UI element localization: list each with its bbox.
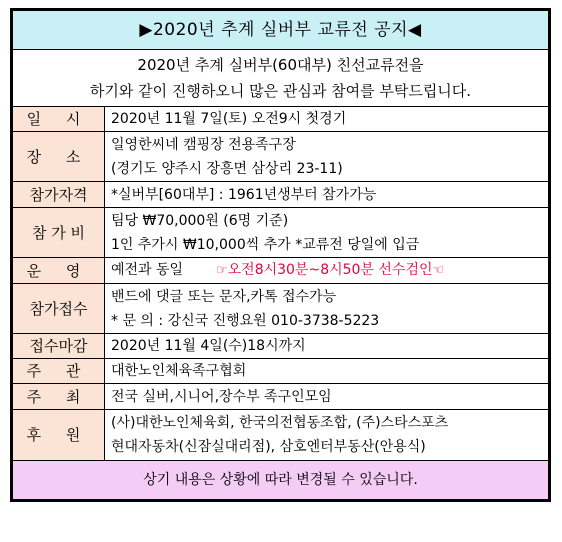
label-deadline: 접수마감 [13, 334, 105, 359]
notice-box [10, 8, 551, 502]
pointing-left-hand-icon: ☜ [432, 263, 445, 278]
row-sponsor [13, 410, 549, 461]
value-host: 전국 실버,시니어,장수부 족구인모임 [105, 384, 549, 410]
notice-title: ▶2020년 추계 실버부 교류전 공지◀ [13, 11, 549, 50]
value-registration [105, 284, 549, 334]
label-venue: 장 소 [13, 132, 105, 182]
value-organizer: 대한노인체육족구협회 [105, 359, 549, 384]
fee-line-1: 팀당 ₩70,000원 (6명 기준) [111, 212, 289, 229]
notice-table [12, 10, 549, 500]
row-datetime [13, 107, 549, 132]
value-deadline: 2020년 11월 4일(수)18시까지 [105, 334, 549, 359]
fee-line-2: 1인 추가시 ₩10,000씩 추가 *교류전 당일에 입금 [111, 236, 420, 253]
label-datetime: 일 시 [13, 107, 105, 132]
intro-row [13, 50, 549, 107]
value-eligibility: *실버부[60대부] : 1961년생부터 참가가능 [105, 182, 549, 208]
label-registration: 참가접수 [13, 284, 105, 334]
operation-text: 예전과 동일 [111, 262, 184, 278]
row-host [13, 384, 549, 410]
registration-line-2: * 문 의 : 강신국 진행요원 010-3738-5223 [111, 312, 380, 329]
label-organizer: 주 관 [13, 359, 105, 384]
row-fee [13, 208, 549, 258]
footer-row [13, 461, 549, 500]
row-venue [13, 132, 549, 182]
row-registration [13, 284, 549, 334]
row-organizer [13, 359, 549, 384]
title-row [13, 11, 549, 50]
value-fee [105, 208, 549, 258]
footer-notice: 상기 내용은 상황에 따라 변경될 수 있습니다. [13, 461, 549, 500]
intro-text [13, 50, 549, 107]
venue-line-2: (경기도 양주시 장흥면 삼상리 23-11) [111, 160, 343, 177]
intro-line-2: 하기와 같이 진행하오니 많은 관심과 참여를 부탁드립니다. [89, 82, 472, 100]
row-operation [13, 258, 549, 284]
label-operation: 운 영 [13, 258, 105, 284]
value-sponsor [105, 410, 549, 461]
label-eligibility: 참가자격 [13, 182, 105, 208]
label-fee: 참 가 비 [13, 208, 105, 258]
sponsor-line-1: (사)대한노인체육회, 한국의전협동조합, (주)스타스포츠 [111, 415, 449, 431]
label-sponsor: 후 원 [13, 410, 105, 461]
row-deadline [13, 334, 549, 359]
value-operation [105, 258, 549, 284]
value-datetime: 2020년 11월 7일(토) 오전9시 첫경기 [105, 107, 549, 132]
check-in-time: 오전8시30분~8시50분 선수검인 [227, 262, 433, 278]
row-eligibility [13, 182, 549, 208]
venue-line-1: 일영한씨네 캠핑장 전용족구장 [111, 136, 296, 153]
sponsor-line-2: 현대자동차(신잠실대리점), 삼호엔터부동산(안용식) [111, 439, 426, 455]
value-venue [105, 132, 549, 182]
registration-line-1: 밴드에 댓글 또는 문자,카톡 접수가능 [111, 288, 337, 305]
label-host: 주 최 [13, 384, 105, 410]
intro-line-1: 2020년 추계 실버부(60대부) 친선교류전을 [137, 56, 424, 74]
pointing-right-hand-icon: ☞ [215, 263, 228, 278]
